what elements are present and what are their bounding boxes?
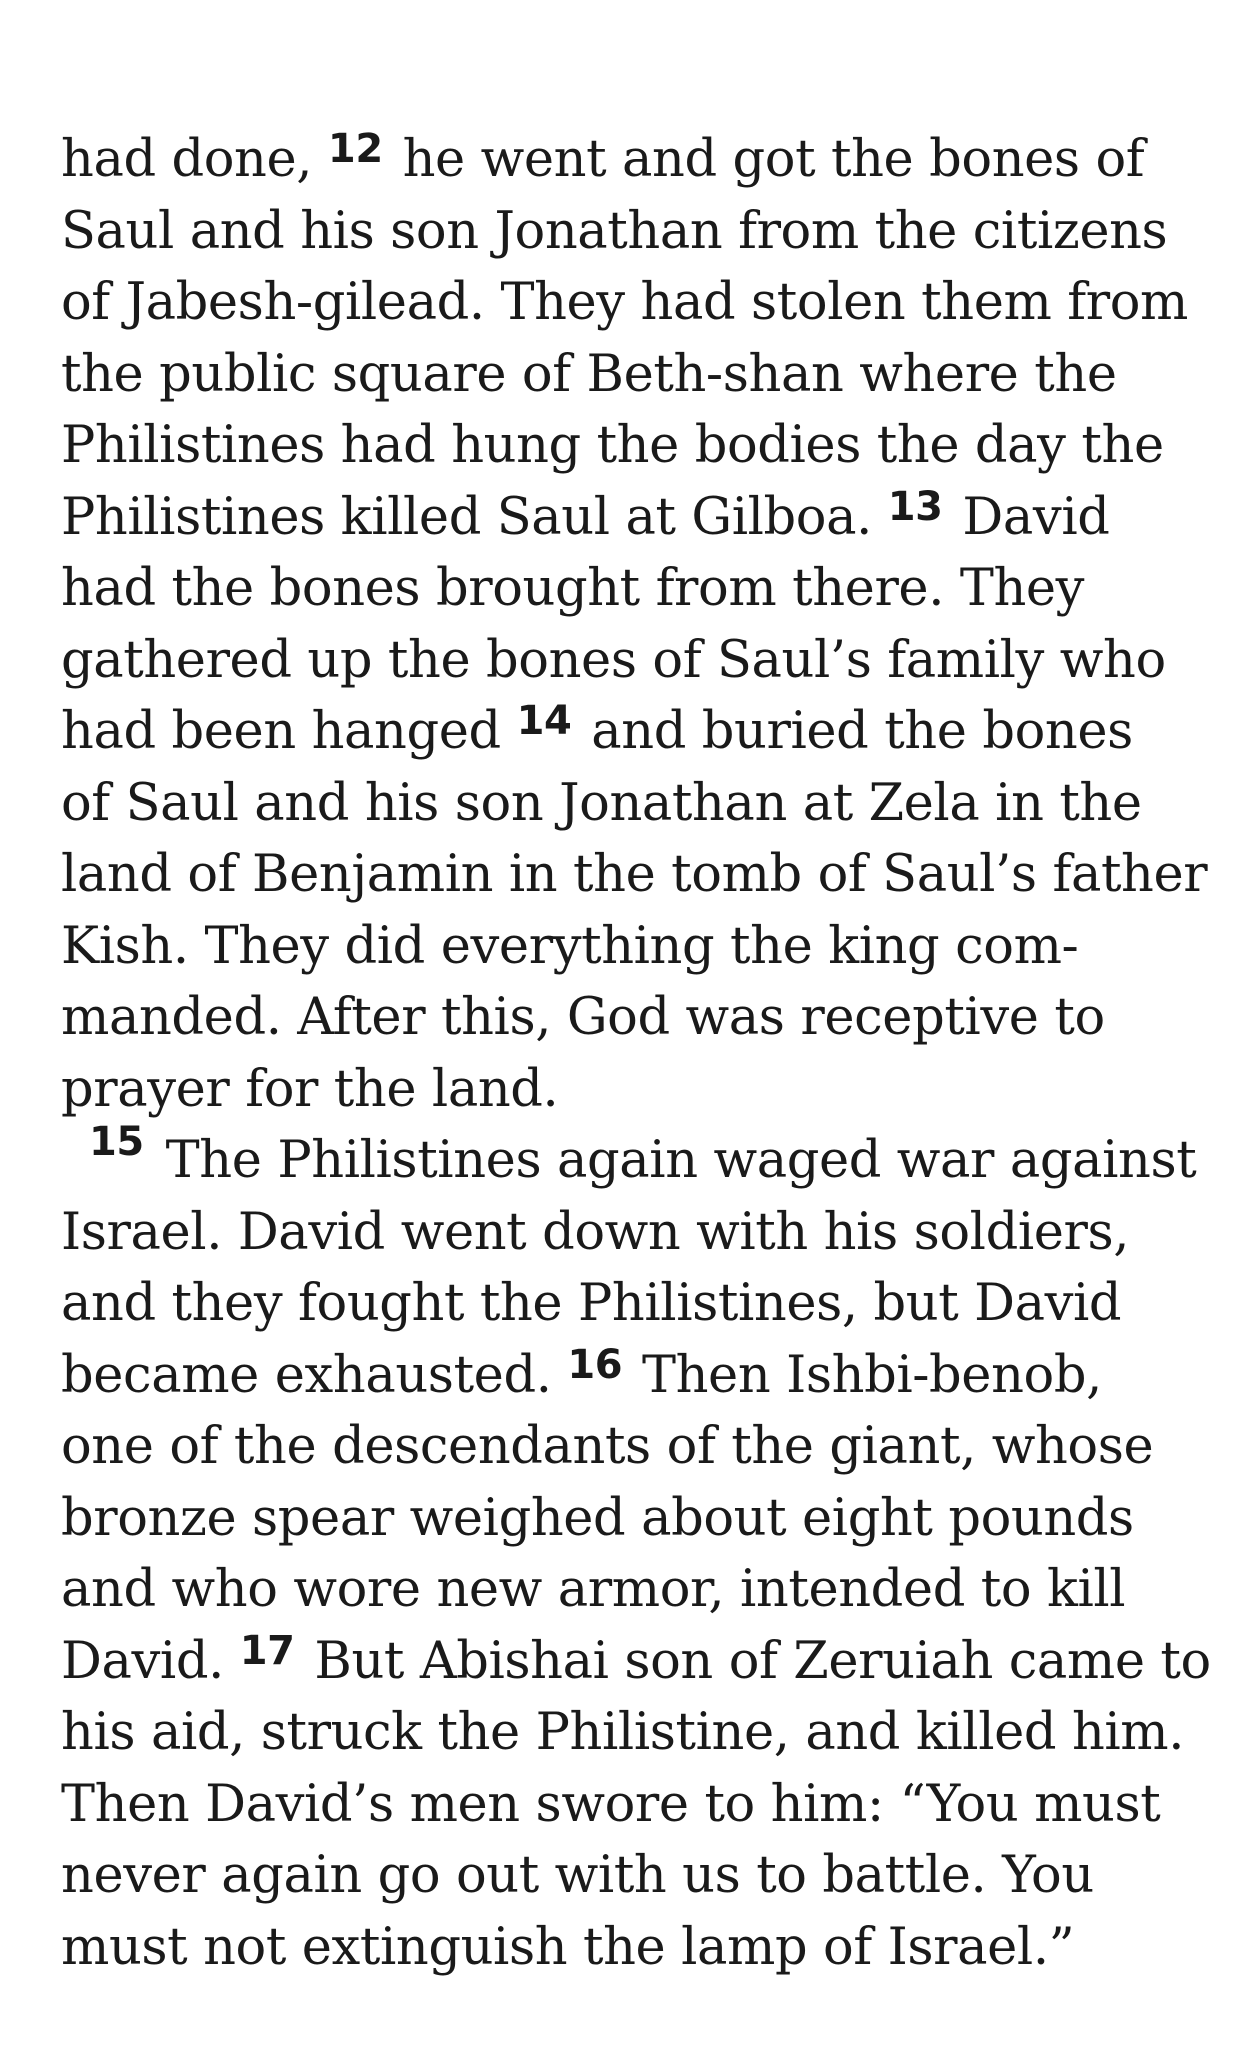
text-line <box>61 339 1201 411</box>
text-line <box>61 410 1201 482</box>
text-run: The Philistines again waged war against <box>149 1131 1197 1190</box>
text-line <box>61 124 1201 196</box>
text-run: prayer for the land. <box>61 1059 559 1119</box>
text-line <box>61 911 1201 983</box>
text-run: his aid, struck the Philistine, and killed him. <box>61 1703 1185 1762</box>
text-line <box>61 482 1201 554</box>
text-line <box>61 1340 1201 1412</box>
text-run: had been hanged <box>61 702 517 761</box>
text-run: of Saul and his son Jonathan at Zela in the <box>61 773 1142 833</box>
text-run: bronze spear weighed about eight pounds <box>61 1488 1134 1548</box>
text-line <box>61 1268 1201 1340</box>
text-line <box>61 839 1208 911</box>
text-line <box>61 1626 1211 1698</box>
text-run: became exhausted. <box>61 1345 568 1405</box>
text-run: Then David’s men swore to him: “You must <box>61 1774 1161 1834</box>
text-line <box>61 696 1201 768</box>
text-line <box>61 1054 1201 1126</box>
text-run: must not extinguish the lamp of Israel.” <box>61 1917 1075 1977</box>
text-run: manded. After this, God was receptive to <box>61 988 1105 1047</box>
text-line <box>61 768 1201 840</box>
text-run: David <box>946 487 1110 547</box>
text-line <box>61 1197 1201 1269</box>
verse-number: 17 <box>239 1627 295 1674</box>
text-line <box>61 196 1201 268</box>
text-line <box>61 1483 1201 1555</box>
text-run: land of Benjamin in the tomb of Saul’s father <box>61 845 1208 904</box>
text-line <box>61 1912 1201 1984</box>
text-line <box>61 553 1201 625</box>
text-line <box>61 982 1201 1054</box>
text-run: had done, <box>61 130 328 189</box>
text-run: and who wore new armor, intended to kill <box>61 1560 1126 1619</box>
text-run: Kish. They did everything the king com- <box>61 916 1079 976</box>
text-line <box>61 625 1201 697</box>
verse-number: 13 <box>887 483 943 530</box>
verse-number: 16 <box>567 1341 623 1388</box>
text-line <box>61 1769 1201 1841</box>
text-run: had the bones brought from there. They <box>61 559 1085 618</box>
text-run: Philistines had hung the bodies the day the <box>61 416 1164 475</box>
text-run: of Jabesh-gilead. They had stolen them from <box>61 273 1188 332</box>
text-run: Philistines killed Saul at Gilboa. <box>61 487 888 547</box>
text-run: David. <box>61 1631 240 1691</box>
text-run: one of the descendants of the giant, whose <box>61 1417 1154 1476</box>
text-run: never again go out with us to battle. You <box>61 1846 1094 1905</box>
text-run: and buried the bones <box>575 702 1133 761</box>
verse-number: 12 <box>327 126 383 172</box>
text-line <box>61 1554 1201 1626</box>
text-run: Israel. David went down with his soldiers, <box>61 1202 1130 1262</box>
verse-number: 14 <box>516 698 572 744</box>
text-run: he went and got the bones of <box>386 130 1145 189</box>
text-run: Saul and his son Jonathan from the citizens <box>61 201 1168 261</box>
verse-number: 15 <box>89 1119 144 1165</box>
reading-page <box>61 124 1211 1983</box>
text-line <box>61 1697 1201 1769</box>
text-run: gathered up the bones of Saul’s family who <box>61 630 1166 690</box>
text-run: Then Ishbi-benob, <box>626 1345 1102 1405</box>
text-run: the public square of Beth-shan where the <box>61 344 1117 404</box>
text-line <box>61 267 1201 339</box>
text-line <box>61 1119 1201 1197</box>
text-line <box>61 1411 1201 1483</box>
text-run: But Abishai son of Zeruiah came to <box>298 1631 1211 1691</box>
text-run: and they fought the Philistines, but David <box>61 1274 1122 1333</box>
text-line <box>61 1840 1201 1912</box>
